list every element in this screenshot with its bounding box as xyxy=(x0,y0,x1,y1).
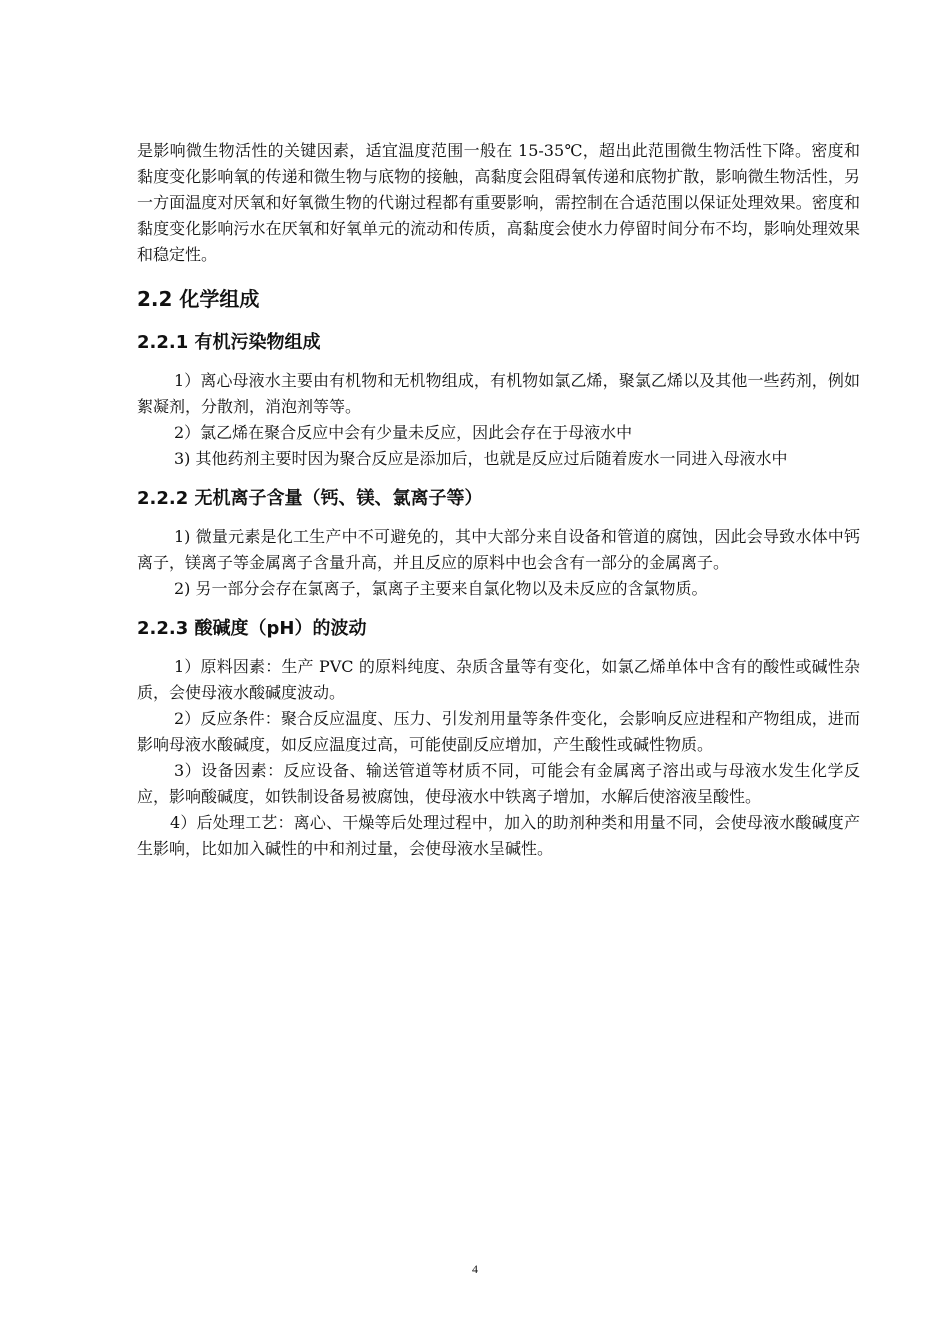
section-heading-2-2-2: 2.2.2 无机离子含量（钙、镁、氯离子等） xyxy=(137,488,483,509)
section-heading-2-2-1: 2.2.1 有机污染物组成 xyxy=(137,332,321,353)
section-heading-2-2: 2.2 化学组成 xyxy=(137,287,260,311)
page-number: 4 xyxy=(472,1262,478,1276)
list-item: 2）氯乙烯在聚合反应中会有少量未反应，因此会存在于母液水中 xyxy=(174,423,633,442)
list-item: 2）反应条件：聚合反应温度、压力、引发剂用量等条件变化，会影响反应进程和产物组成，进而影响母液水酸碱度，如反应温度过高，可能使副反应增加，产生酸性或碱性物质。 xyxy=(137,709,860,754)
section-heading-2-2-3: 2.2.3 酸碱度（pH）的波动 xyxy=(137,618,367,639)
page-content xyxy=(137,138,860,862)
list-item: 1）离心母液水主要由有机物和无机物组成，有机物如氯乙烯，聚氯乙烯以及其他一些药剂，例如絮凝剂，分散剂，消泡剂等等。 xyxy=(137,371,860,416)
list-item: 1) 微量元素是化工生产中不可避免的，其中大部分来自设备和管道的腐蚀，因此会导致水体中钙离子，镁离子等金属离子含量升高，并且反应的原料中也会含有一部分的金属离子。 xyxy=(137,527,860,572)
intro-paragraph: 是影响微生物活性的关键因素，适宜温度范围一般在 15-35℃，超出此范围微生物活性下降。密度和黏度变化影响氧的传递和微生物与底物的接触，高黏度会阻碍氧传递和底物扩散，影响微生物活性，另一方面温度对厌氧和好氧微生物的代谢过程都有重要影响，需控制在合适范围以保证处理效果。密度和黏度变化影响污水在厌氧和好氧单元的流动和传质，高黏度会使水力停留时间分布不均，影响处理效果和稳定性。 xyxy=(137,141,860,264)
list-item: 2) 另一部分会存在氯离子，氯离子主要来自氯化物以及未反应的含氯物质。 xyxy=(174,579,708,598)
list-item: 3) 其他药剂主要时因为聚合反应是添加后，也就是反应过后随着废水一同进入母液水中 xyxy=(174,449,788,468)
list-item: 4）后处理工艺：离心、干燥等后处理过程中，加入的助剂种类和用量不同，会使母液水酸碱度产生影响，比如加入碱性的中和剂过量，会使母液水呈碱性。 xyxy=(137,813,860,858)
list-item: 3）设备因素：反应设备、输送管道等材质不同，可能会有金属离子溶出或与母液水发生化学反应，影响酸碱度，如铁制设备易被腐蚀，使母液水中铁离子增加，水解后使溶液呈酸性。 xyxy=(137,761,860,806)
list-item: 1）原料因素：生产 PVC 的原料纯度、杂质含量等有变化，如氯乙烯单体中含有的酸性或碱性杂质，会使母液水酸碱度波动。 xyxy=(137,657,860,702)
